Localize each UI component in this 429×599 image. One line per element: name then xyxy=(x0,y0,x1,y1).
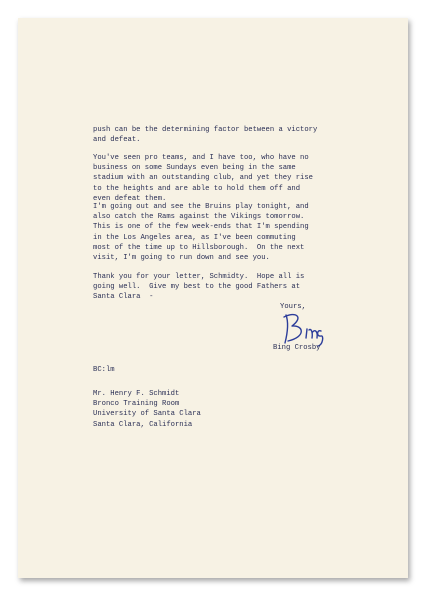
closing: Yours, xyxy=(280,303,306,311)
letter-page xyxy=(18,18,408,578)
paragraph-1: push can be the determining factor between a victory and defeat. xyxy=(93,126,318,145)
reference-initials: BC:lm xyxy=(93,366,115,374)
recipient-address: Mr. Henry F. Schmidt Bronco Training Room University of Santa Clara Santa Clara, California xyxy=(93,390,201,429)
paragraph-2: You've seen pro teams, and I have too, who have no business on some Sundays even being in the same stadium with an outstanding club, and yet they rise to the heights and are able to hold them off and even defeat them. xyxy=(93,154,313,203)
typed-signature-name: Bing Crosby xyxy=(273,344,321,352)
paragraph-3: I'm going out and see the Bruins play tonight, and also catch the Rams against the Vikings tomorrow. This is one of the few week-ends that I'm spending in the Los Angeles area, as I've been commuting most of the time up to Hillsborough. On the next visit, I'm going to run down and see you. xyxy=(93,203,309,263)
paragraph-4: Thank you for your letter, Schmidty. Hope all is going well. Give my best to the good Fathers at Santa Clara - xyxy=(93,273,305,302)
